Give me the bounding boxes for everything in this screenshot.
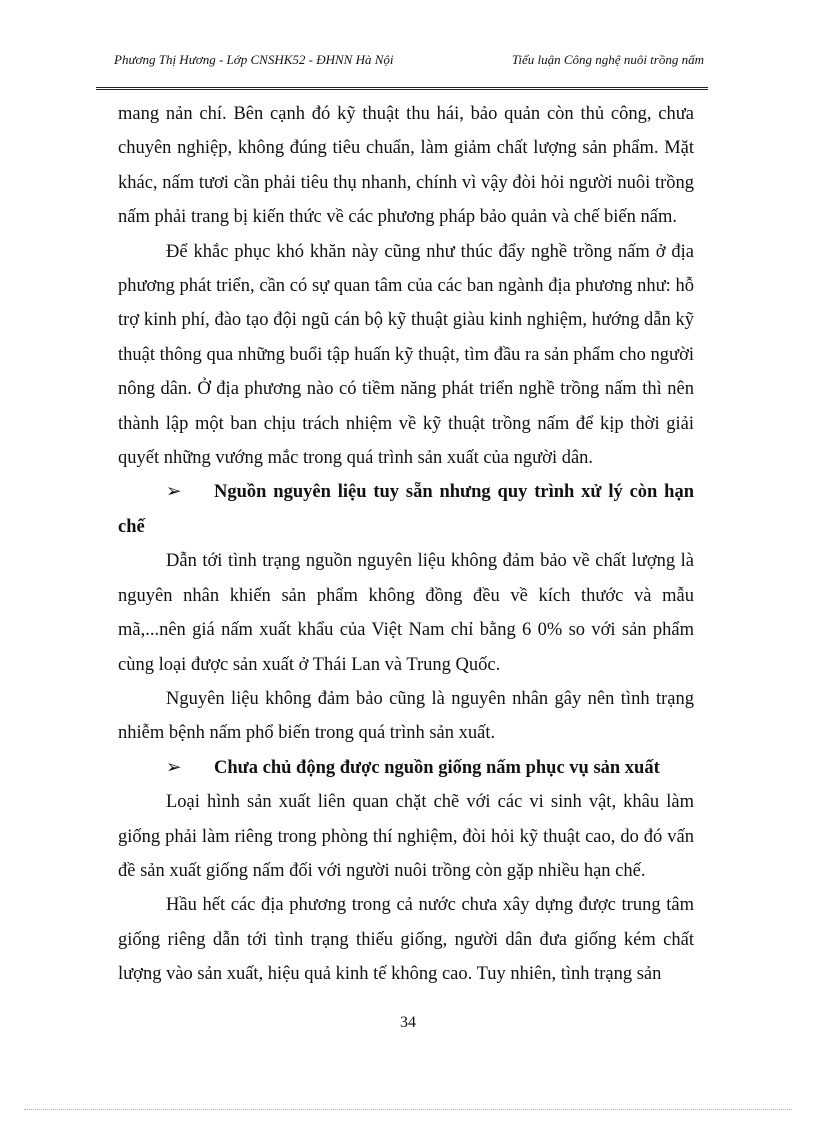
section-heading-seed-source xyxy=(118,751,694,785)
document-body xyxy=(118,97,694,992)
page-header xyxy=(96,52,708,76)
header-divider xyxy=(96,87,708,90)
heading-text: Nguồn nguyên liệu tuy sẵn nhưng quy trình xử lý còn hạn chế xyxy=(118,482,694,537)
paragraph-continuation: mang nản chí. Bên cạnh đó kỹ thuật thu hái, bảo quản còn thủ công, chưa chuyên nghiệp, không đúng tiêu chuẩn, làm giảm chất lượng sản phẩm. Mặt khác, nấm tươi cần phải tiêu thụ nhanh, chính vì vậy đòi hỏi người nuôi trồng nấm phải trang bị kiến thức về các phương pháp bảo quản và chế biến nấm. xyxy=(118,104,694,228)
arrow-bullet-icon: ➢ xyxy=(166,482,182,503)
paragraph: Để khắc phục khó khăn này cũng như thúc đẩy nghề trồng nấm ở địa phương phát triển, cần có sự quan tâm của các ban ngành địa phương như: hỗ trợ kinh phí, đào tạo đội ngũ cán bộ kỹ thuật giàu kinh nghiệm, hướng dẫn kỹ thuật thông qua những buổi tập huấn kỹ thuật, tìm đầu ra sản phẩm cho người nông dân. Ở địa phương nào có tiềm năng phát triển nghề trồng nấm thì nên thành lập một ban chịu trách nhiệm về kỹ thuật trồng nấm để kịp thời giải quyết những vướng mắc trong quá trình sản xuất của người dân. xyxy=(118,241,694,469)
page xyxy=(96,40,708,1052)
header-author: Phương Thị Hương - Lớp CNSHK52 - ĐHNN Hà Nội xyxy=(114,52,394,67)
page-bottom-divider xyxy=(24,1109,792,1110)
arrow-bullet-icon: ➢ xyxy=(166,757,182,778)
section-heading-raw-material xyxy=(118,475,694,544)
paragraph: Nguyên liệu không đảm bảo cũng là nguyên nhân gây nên tình trạng nhiễm bệnh nấm phổ biến trong quá trình sản xuất. xyxy=(118,688,694,744)
paragraph: Loại hình sản xuất liên quan chặt chẽ với các vi sinh vật, khâu làm giống phải làm riêng trong phòng thí nghiệm, đòi hỏi kỹ thuật cao, do đó vấn đề sản xuất giống nấm đối với người nuôi trồng còn gặp nhiều hạn chế. xyxy=(118,792,694,881)
heading-text: Chưa chủ động được nguồn giống nấm phục vụ sản xuất xyxy=(214,757,660,778)
page-number: 34 xyxy=(400,1014,416,1031)
paragraph: Hầu hết các địa phương trong cả nước chưa xây dựng được trung tâm giống riêng dẫn tới tình trạng thiếu giống, người dân đưa giống kém chất lượng vào sản xuất, hiệu quả kinh tế không cao. Tuy nhiên, tình trạng sản xyxy=(118,895,694,985)
header-title: Tiểu luận Công nghệ nuôi trồng nấm xyxy=(511,52,704,67)
paragraph: Dẫn tới tình trạng nguồn nguyên liệu không đảm bảo về chất lượng là nguyên nhân khiến sản phẩm không đồng đều về kích thước và mẫu mã,...nên giá nấm xuất khẩu của Việt Nam chỉ bằng 6 0% so với sản phẩm cùng loại được sản xuất ở Thái Lan và Trung Quốc. xyxy=(118,551,694,675)
